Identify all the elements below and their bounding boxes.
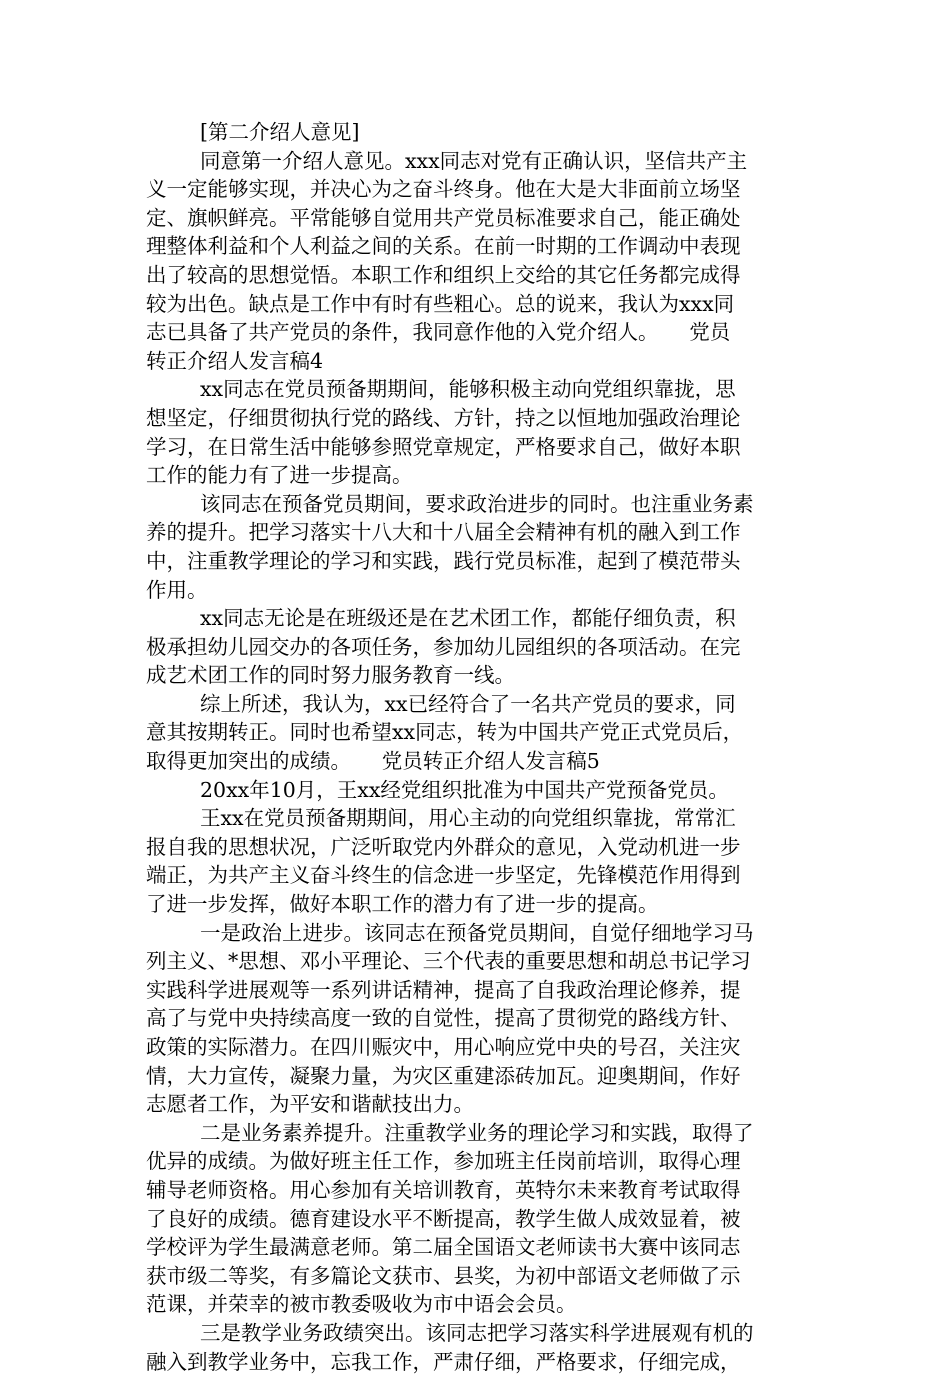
text-line: 同意第一介绍人意见。xxx同志对党有正确认识，坚信共产主: [200, 148, 748, 173]
text-line: 了进一步发挥，做好本职工作的潜力有了进一步的提高。: [146, 892, 659, 917]
text-line: 优异的成绩。为做好班主任工作，参加班主任岗前培训，取得心理: [146, 1149, 741, 1174]
text-line: 学习，在日常生活中能够参照党章规定，严格要求自己，做好本职: [146, 434, 741, 459]
text-line: 获市级二等奖，有多篇论文获市、县奖，为初中部语文老师做了示: [146, 1263, 741, 1288]
text-line: 学校评为学生最满意老师。第二届全国语文老师读书大赛中该同志: [146, 1235, 741, 1260]
text-line: 了良好的成绩。德育建设水平不断提高，教学生做人成效显着，被: [146, 1206, 741, 1231]
text-line: 该同志在预备党员期间，要求政治进步的同时。也注重业务素: [200, 491, 754, 516]
text-line: 想坚定，仔细贯彻执行党的路线、方针，持之以恒地加强政治理论: [146, 405, 741, 430]
text-line: xx同志在党员预备期期间，能够积极主动向党组织靠拢，思: [200, 377, 736, 402]
text-line: 端正，为共产主义奋斗终生的信念进一步坚定，先锋模范作用得到: [146, 863, 741, 888]
text-line: 范课，并荣幸的被市教委吸收为市中语会会员。: [146, 1292, 577, 1317]
text-line: 定、旗帜鲜亮。平常能够自觉用共产党员标准要求自己，能正确处: [146, 205, 741, 230]
text-line: 理整体利益和个人利益之间的关系。在前一时期的工作调动中表现: [146, 234, 741, 259]
text-line: 转正介绍人发言稿4: [146, 348, 324, 373]
text-line: 中，注重教学理论的学习和实践，践行党员标准，起到了模范带头: [146, 548, 741, 573]
text-line: 较为出色。缺点是工作中有时有些粗心。总的说来，我认为xxx同: [146, 291, 735, 316]
text-line: 情，大力宣传，凝聚力量，为灾区重建添砖加瓦。迎奥期间，作好: [146, 1063, 741, 1088]
text-line: 综上所述，我认为，xx已经符合了一名共产党员的要求，同: [200, 691, 736, 716]
text-line: 成艺术团工作的同时努力服务教育一线。: [146, 663, 515, 688]
text-line: 三是教学业务政绩突出。该同志把学习落实科学进展观有机的: [200, 1320, 754, 1345]
text-line: 志已具备了共产党员的条件，我同意作他的入党介绍人。 党员: [146, 320, 731, 345]
text-line: 义一定能够实现，并决心为之奋斗终身。他在大是大非面前立场坚: [146, 177, 741, 202]
text-line: 高了与党中央持续高度一致的自觉性，提高了贯彻党的路线方针、: [146, 1006, 741, 1031]
text-line: 取得更加突出的成绩。 党员转正介绍人发言稿5: [146, 749, 600, 774]
text-line: 志愿者工作，为平安和谐献技出力。: [146, 1092, 474, 1117]
text-line: 二是业务素养提升。注重教学业务的理论学习和实践，取得了: [200, 1120, 754, 1145]
text-line: 意其按期转正。同时也希望xx同志，转为中国共产党正式党员后，: [146, 720, 744, 745]
text-line: 工作的能力有了进一步提高。: [146, 463, 413, 488]
text-line: 20xx年10月，王xx经党组织批准为中国共产党预备党员。: [200, 777, 729, 802]
text-line: xx同志无论是在班级还是在艺术团工作，都能仔细负责，积: [200, 606, 736, 631]
text-line: 实践科学进展观等一系列讲话精神，提高了自我政治理论修养，提: [146, 977, 741, 1002]
text-line: 极承担幼儿园交办的各项任务，参加幼儿园组织的各项活动。在完: [146, 634, 741, 659]
text-line: 作用。: [146, 577, 208, 602]
document-body: [146, 118, 806, 1376]
text-line: 报自我的思想状况，广泛听取党内外群众的意见，入党动机进一步: [146, 834, 741, 859]
text-line: 列主义、*思想、邓小平理论、三个代表的重要思想和胡总书记学习: [146, 949, 751, 974]
text-line: 辅导老师资格。用心参加有关培训教育，英特尔未来教育考试取得: [146, 1177, 741, 1202]
text-line: 融入到教学业务中，忘我工作，严肃仔细，严格要求，仔细完成，: [146, 1349, 741, 1374]
text-line: [第二介绍人意见]: [200, 120, 360, 144]
text-line: 养的提升。把学习落实十八大和十八届全会精神有机的融入到工作: [146, 520, 741, 545]
text-line: 一是政治上进步。该同志在预备党员期间，自觉仔细地学习马: [200, 920, 754, 945]
text-line: 政策的实际潜力。在四川赈灾中，用心响应党中央的号召，关注灾: [146, 1035, 741, 1059]
text-line: 王xx在党员预备期期间，用心主动的向党组织靠拢，常常汇: [200, 806, 736, 831]
text-line: 出了较高的思想觉悟。本职工作和组织上交给的其它任务都完成得: [146, 262, 741, 287]
